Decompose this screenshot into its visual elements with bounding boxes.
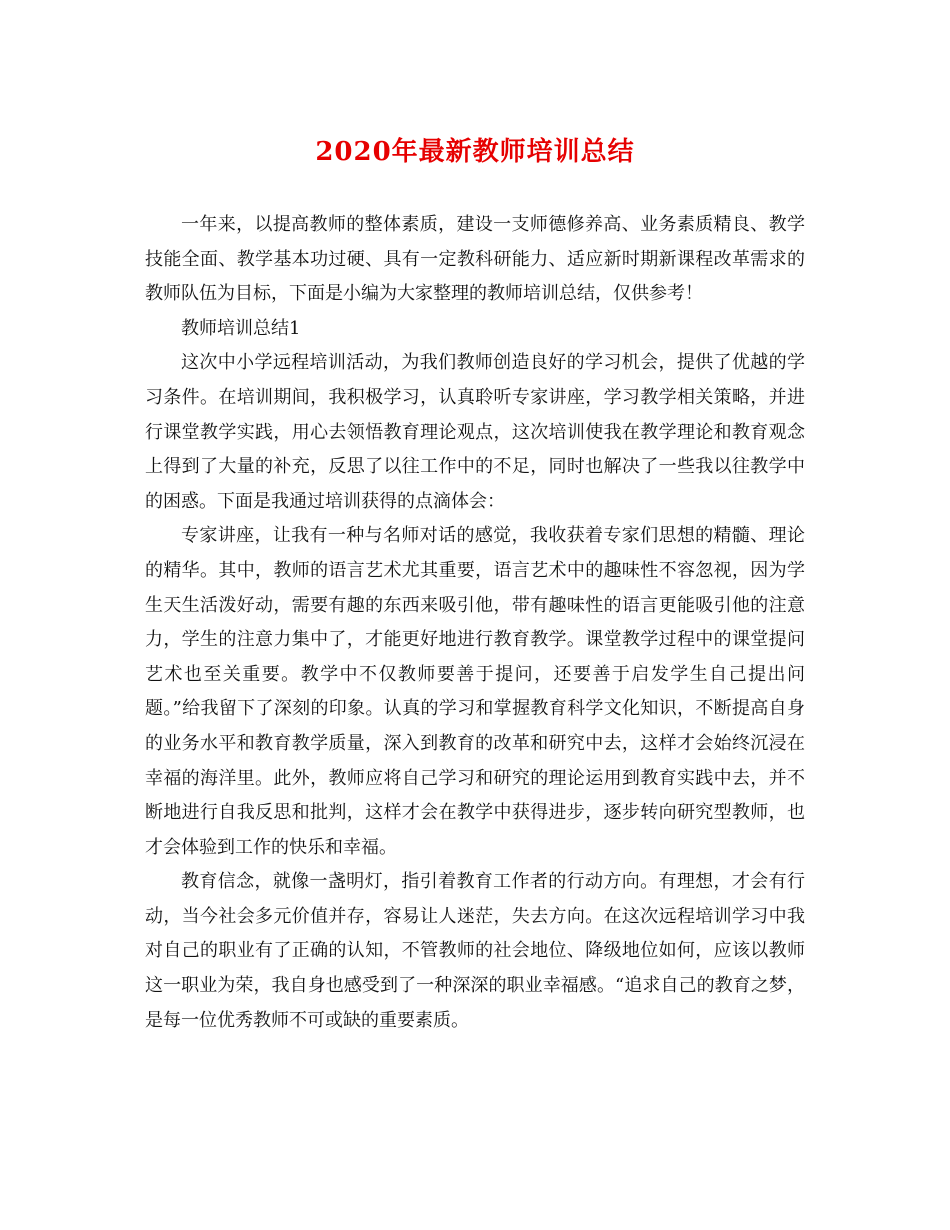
paragraph-education-belief: 教育信念，就像一盏明灯，指引着教育工作者的行动方向。有理想，才会有行动，当今社会多元价值并存，容易让人迷茫，失去方向。在这次远程培训学习中我对自己的职业有了正确的认知，不管教师的社会地位、降级地位如何，应该以教师这一职业为荣，我自身也感受到了一种深深的职业幸福感。“追求自己的教育之梦，是每一位优秀教师不可或缺的重要素质。	[145, 871, 805, 1031]
paragraph-training-activity: 这次中小学远程培训活动，为我们教师创造良好的学习机会，提供了优越的学习条件。在培训期间，我积极学习，认真聆听专家讲座，学习教学相关策略，并进行课堂教学实践，用心去领悟教育理论观点，这次培训使我在教学理论和教育观念上得到了大量的补充，反思了以往工作中的不足，同时也解决了一些我以往教学中的困惑。下面是我通过培训获得的点滴体会：	[145, 352, 805, 512]
section-heading: 教师培训总结1	[181, 317, 301, 339]
document-title: 2020年最新教师培训总结	[315, 137, 635, 167]
paragraph-expert-lecture: 专家讲座，让我有一种与名师对话的感觉，我收获着专家们思想的精髓、理论的精华。其中，教师的语言艺术尤其重要，语言艺术中的趣味性不容忽视，因为学生天生活泼好动，需要有趣的东西来吸引他，带有趣味性的语言更能吸引他的注意力，学生的注意力集中了，才能更好地进行教育教学。课堂教学过程中的课堂提问艺术也至关重要。教学中不仅教师要善于提问，还要善于启发学生自己提出问题。”给我留下了深刻的印象。认真的学习和掌握教育科学文化知识，不断提高自身的业务水平和教育教学质量，深入到教育的改革和研究中去，这样才会始终沉浸在幸福的海洋里。此外，教师应将自己学习和研究的理论运用到教育实践中去，并不断地进行自我反思和批判，这样才会在教学中获得进步，逐步转向研究型教师，也才会体验到工作的快乐和幸福。	[145, 525, 805, 858]
paragraph-intro: 一年来，以提高教师的整体素质，建设一支师德修养高、业务素质精良、教学技能全面、教学基本功过硬、具有一定教科研能力、适应新时期新课程改革需求的教师队伍为目标，下面是小编为大家整理的教师培训总结，仅供参考！	[145, 214, 805, 305]
document-body	[145, 208, 805, 1038]
